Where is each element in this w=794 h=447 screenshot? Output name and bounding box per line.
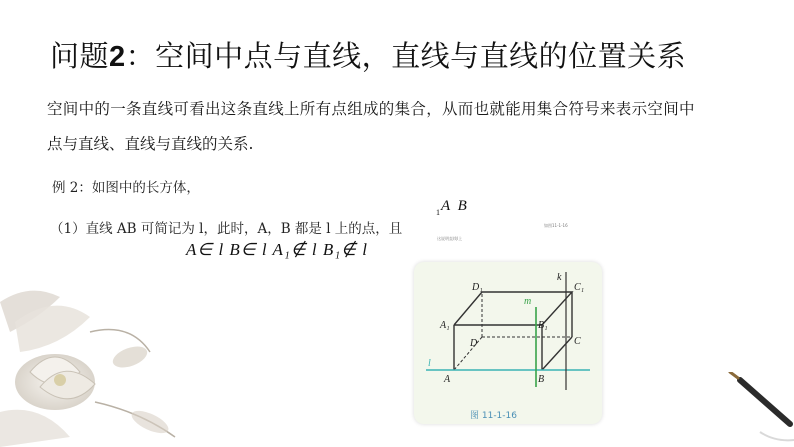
title-rest: ：空间中点与直线，直线与直线的位置关系 — [125, 39, 687, 73]
label-D: D — [470, 338, 478, 349]
edge-bc — [542, 337, 572, 370]
example-heading: 例 2：如图中的长方体， — [52, 180, 200, 196]
edge-da — [454, 337, 482, 370]
label-A: A — [444, 374, 451, 385]
brush-decoration-icon — [700, 372, 794, 447]
flower-decoration-icon — [0, 262, 190, 447]
formula-ab-a: A — [441, 198, 451, 214]
formula-ab-b: B — [457, 198, 467, 214]
label-C: C — [574, 336, 581, 347]
label-B: B — [538, 374, 545, 385]
label-l: l — [428, 358, 431, 369]
formula-ab-sub: 1 — [436, 208, 440, 217]
intro-line-1: 空间中的一条直线可看出这条直线上所有点组成的集合，从而也就能用集合符号来表示空间中 — [47, 100, 695, 118]
label-C1: C₁ — [574, 282, 585, 293]
title-number: 2 — [109, 41, 126, 73]
item-1-text: （1）直线 AB 可简记为 l，此时，A，B 都是 l 上的点，且 — [50, 221, 403, 237]
figure-caption: 图 11-1-16 — [470, 411, 517, 421]
label-k: k — [557, 272, 562, 283]
membership-formula: A∈ l B∈ l A₁∉ l B₁∉ l — [186, 240, 368, 259]
intro-line-2: 点与直线、直线与直线的关系. — [47, 135, 254, 153]
cuboid-diagram — [414, 262, 602, 424]
tiny-note: 这说明直线l上 — [437, 236, 463, 241]
label-B1: B₁ — [538, 320, 548, 331]
title-prefix: 问题 — [50, 39, 110, 73]
formula-ab — [437, 198, 467, 215]
page-title — [50, 34, 686, 75]
top-face — [454, 292, 572, 325]
intro-paragraph — [47, 92, 777, 162]
label-A1: A₁ — [440, 320, 450, 331]
label-m: m — [524, 296, 532, 307]
tiny-note-2: 如图11-1-16 — [544, 223, 568, 228]
label-D1: D₁ — [472, 282, 483, 293]
